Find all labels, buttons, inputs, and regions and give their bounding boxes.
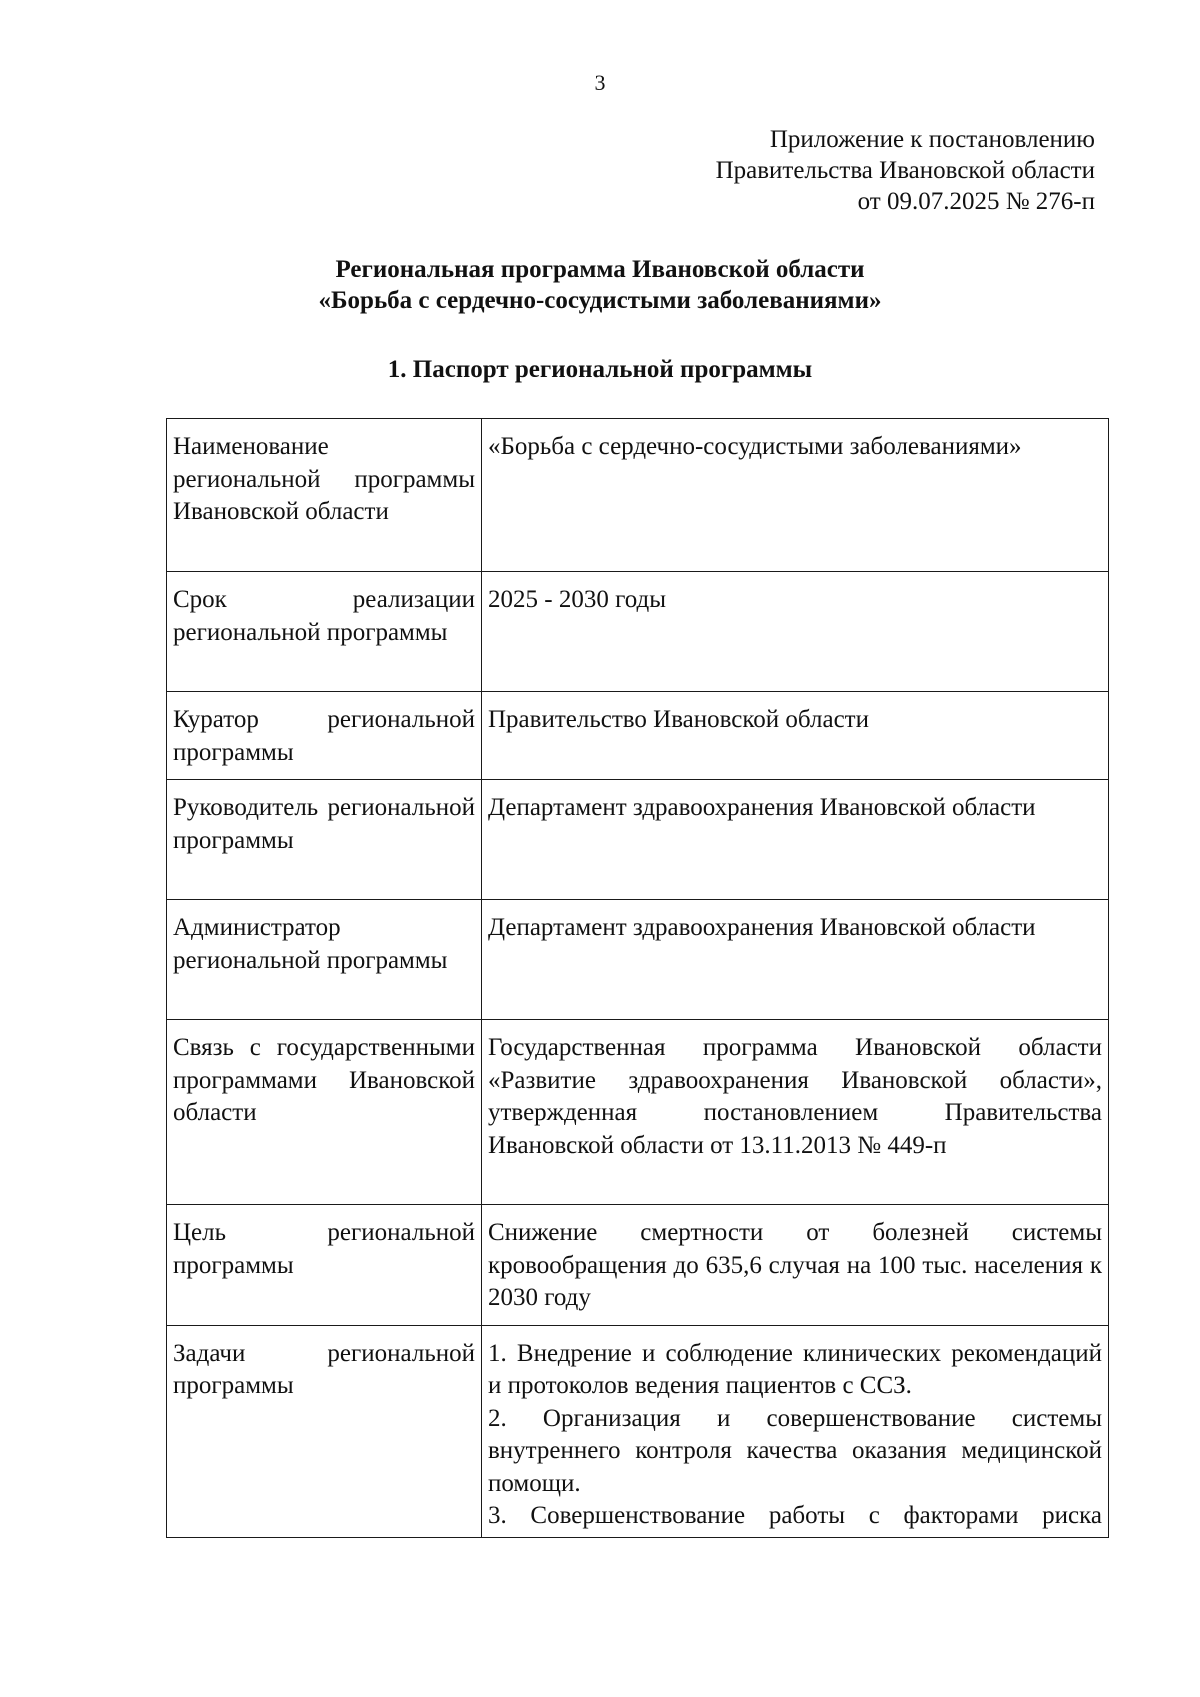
document-title	[0, 254, 1200, 316]
task-item: 2. Организация и совершенствование системы внутреннего контроля качества оказания медицинской помощи.	[488, 1404, 1102, 1497]
table-row	[167, 780, 1109, 900]
section-heading: 1. Паспорт региональной программы	[387, 356, 813, 383]
row-label: Администратор региональной программы	[167, 900, 482, 1020]
table-row	[167, 1205, 1109, 1326]
appendix-line-1: Приложение к постановлению	[769, 126, 1095, 153]
table-row	[167, 419, 1109, 572]
row-value: Департамент здравоохранения Ивановской области	[482, 780, 1109, 900]
document-title-line-2: «Борьба с сердечно-сосудистыми заболеваниями»	[318, 287, 882, 314]
row-value: Снижение смертности от болезней системы кровообращения до 635,6 случая на 100 тыс. населения к 2030 году	[482, 1205, 1109, 1326]
table-row	[167, 572, 1109, 692]
page-number: 3	[594, 70, 606, 95]
tasks-label: Задачи региональной программы	[167, 1325, 482, 1537]
row-value: Департамент здравоохранения Ивановской области	[482, 900, 1109, 1020]
table-row	[167, 1020, 1109, 1205]
document-title-line-1: Региональная программа Ивановской области	[335, 256, 865, 283]
table-row	[167, 692, 1109, 780]
appendix-note	[716, 124, 1095, 217]
appendix-line-3: от 09.07.2025 № 276-п	[857, 188, 1095, 215]
table-row	[167, 900, 1109, 1020]
row-value: Правительство Ивановской области	[482, 692, 1109, 780]
row-label: Связь с государственными программами Ивановской области	[167, 1020, 482, 1205]
row-label: Наименование региональной программы Ивановской области	[167, 419, 482, 572]
appendix-line-2: Правительства Ивановской области	[715, 157, 1095, 184]
row-value: «Борьба с сердечно-сосудистыми заболеваниями»	[482, 419, 1109, 572]
row-value: Государственная программа Ивановской области «Развитие здравоохранения Ивановской области», утвержденная постановлением Правительства Ивановской области от 13.11.2013 № 449-п	[482, 1020, 1109, 1205]
task-item: 3. Совершенствование работы с факторами риска	[488, 1502, 1102, 1529]
row-value: 2025 - 2030 годы	[482, 572, 1109, 692]
row-label: Куратор региональной программы	[167, 692, 482, 780]
row-label: Руководитель региональной программы	[167, 780, 482, 900]
row-label: Цель региональной программы	[167, 1205, 482, 1326]
passport-table	[166, 418, 1109, 1538]
tasks-list	[482, 1325, 1109, 1537]
row-label: Срок реализации региональной программы	[167, 572, 482, 692]
table-row	[167, 1325, 1109, 1537]
task-item: 1. Внедрение и соблюдение клинических рекомендаций и протоколов ведения пациентов с ССЗ.	[488, 1339, 1102, 1399]
